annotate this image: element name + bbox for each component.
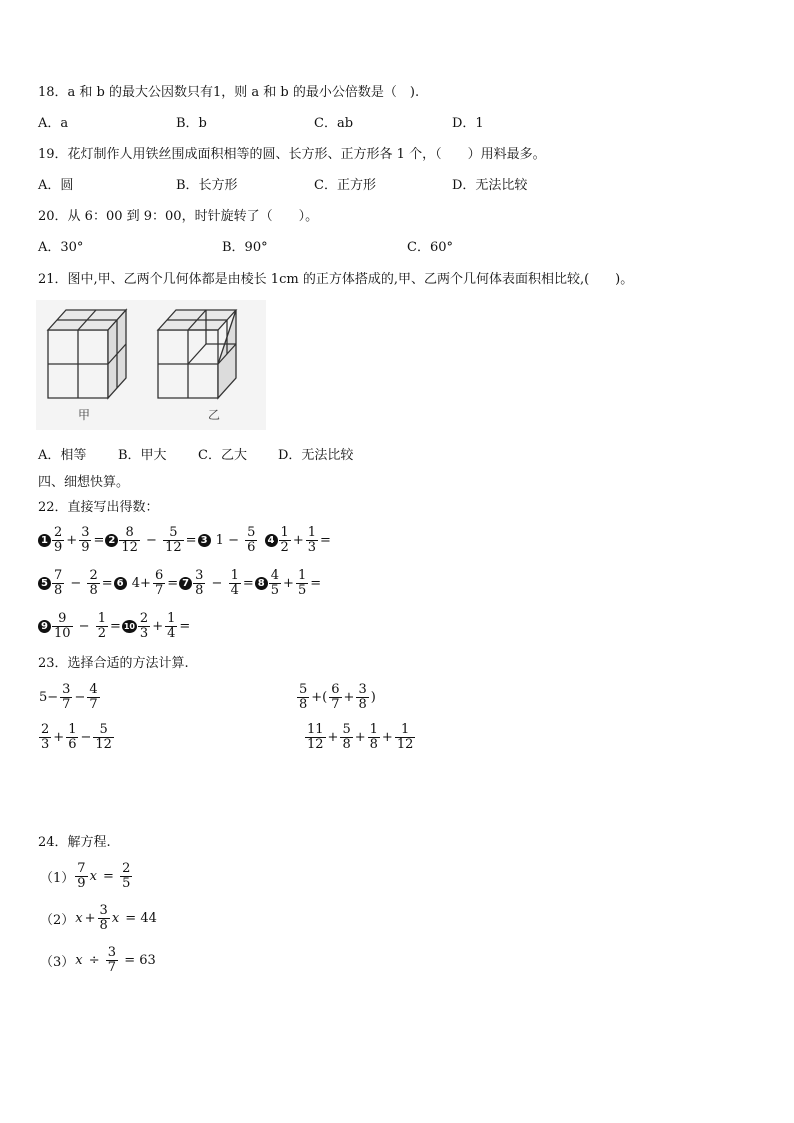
q20-option-a: A．30° [38,240,84,255]
q24-equation-2: （2） x + $\frac{3}{8}$ x = 44 [40,903,157,933]
q22-row-3: 9 $\frac{9}{10}$ − $\frac{1}{2}$ = 10 $\frac{2}{3}$ + $\frac{1}{4}$ = [38,612,191,641]
q18-option-d: D．1 [452,116,484,131]
q20-option-b: B．90° [222,240,268,255]
q21-option-c: C．乙大 [198,448,247,463]
q20-option-c: C．60° [407,240,453,255]
figure-label-yi: 乙 [208,408,221,422]
section-four-title: 四、细想快算。 [38,475,130,490]
q22-stem: 22．直接写出得数： [38,500,159,515]
q21-stem: 21．图中,甲、乙两个几何体都是由棱长 1cm 的正方体搭成的,甲、乙两个几何体表面积相比较,( )。 [38,272,634,287]
q24-label-2: （2） [40,913,75,928]
figure-yi-cube [158,310,236,398]
q21-option-a: A．相等 [38,448,87,463]
q23-expr-4: $\frac{11}{12}$ + $\frac{5}{8}$ + $\frac{1}{8}$ + $\frac{1}{12}$ [307,722,414,752]
q18-option-c: C．ab [314,116,354,131]
q23-expr-1: 5− $\frac{3}{7}$ − $\frac{4}{7}$ [39,682,98,712]
q24-equation-3: （3） x ÷ $\frac{3}{7}$ = 63 [40,945,156,975]
q24-stem: 24．解方程. [38,835,111,850]
q21-figure [36,300,266,430]
q20-stem: 20．从 6：00 到 9：00，时针旋转了（ ）。 [38,209,319,224]
q23-expr-2: $\frac{5}{8}$ +( $\frac{6}{7}$ + $\frac{3}{8}$ ) [299,682,376,712]
q19-option-a: A．圆 [38,178,74,193]
q21-option-d: D．无法比较 [278,448,354,463]
q18-stem: 18．a 和 b 的最大公因数只有1，则 a 和 b 的最小公倍数是（ ). [38,85,420,100]
q23-stem: 23．选择合适的方法计算. [38,656,189,671]
q22-row-2: 5 $\frac{7}{8}$ − $\frac{2}{8}$ = 6 4+ $\frac{6}{7}$ = 7 $\frac{3}{8}$ − $\frac{1}{4}$ = 8 $\frac{4}{5}$ + $\frac{1}{5}$ = [38,569,322,598]
q19-option-b: B．长方形 [176,178,238,193]
q21-option-b: B．甲大 [118,448,167,463]
q19-option-d: D．无法比较 [452,178,528,193]
q19-stem: 19．花灯制作人用铁丝围成面积相等的圆、长方形、正方形各 1 个，（ ）用料最多。 [38,147,546,162]
q24-equation-1: （1） $\frac{7}{9}$ x = $\frac{2}{5}$ [40,861,131,891]
q19-option-c: C．正方形 [314,178,376,193]
q18-option-a: A．a [38,116,69,131]
q23-expr-3: $\frac{2}{3}$ + $\frac{1}{6}$ − $\frac{5}{12}$ [41,722,112,752]
figure-jia-cube [48,310,126,398]
q24-label-1: （1） [40,871,75,886]
figure-label-jia: 甲 [78,408,91,422]
q22-row-1: 1 $\frac{2}{9}$ + $\frac{3}{9}$ = 2 $\frac{8}{12}$ − $\frac{5}{12}$ = 3 1 − $\frac{5}{6}$ 4 $\frac{1}{2}$ + $\frac{1}{3}$ = [38,526,332,555]
q18-option-b: B．b [176,116,207,131]
q24-label-3: （3） [40,955,75,970]
